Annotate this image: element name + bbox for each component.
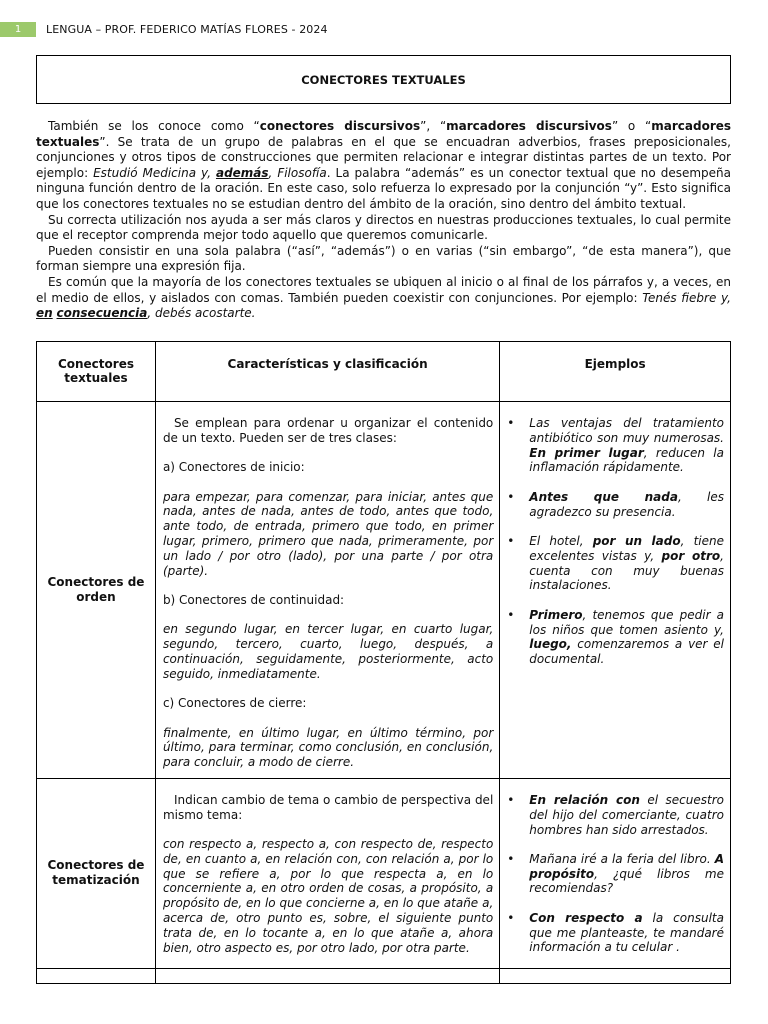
text-span: ”. Se trata de un grupo de palabras en el que se encuadran adverbios, frases preposicionales, conjunciones y otros tipos de construcciones que permiten relacionar e integrar distintas partes de un texto. Por ejemplo:	[36, 134, 731, 180]
text-span: la consulta que me planteaste, te mandaré información a tu celular .	[529, 910, 724, 955]
orden-a-label: a) Conectores de inicio:	[162, 460, 305, 475]
text-span: , tenemos que pedir a los niños que tomen asiento y,	[529, 607, 724, 637]
tema-intro: Indican cambio de tema o cambio de perspectiva del mismo tema:	[162, 792, 494, 822]
list-item	[505, 911, 724, 955]
table-header-row	[37, 342, 731, 402]
connector-bold: luego,	[529, 637, 572, 652]
connector-bold: En primer lugar	[529, 445, 644, 460]
characteristics-orden	[155, 402, 499, 779]
list-item	[505, 608, 724, 667]
page-header	[0, 22, 768, 37]
text-span: Las ventajas del tratamiento antibiótico son muy numerosas.	[529, 416, 724, 445]
text-span: el secuestro del hijo del comerciante, cuatro hombres han sido arrestados.	[529, 792, 724, 837]
text-span: . La palabra “además” es un conector textual que no desempeña ninguna función dentro de la oración. En este caso, solo refuerza lo expresado por la conjunción “y”. Esto significa que los conectores textuales no se estudian dentro del ámbito de la oración, sino dentro del ámbito textual.	[36, 165, 731, 211]
column-header-connectors: Conectores textuales	[37, 342, 156, 402]
text-span: ”, “	[420, 119, 447, 133]
connector-bold: por un lado	[592, 533, 681, 548]
connector-bold: En relación con	[529, 792, 640, 807]
bold-term: marcadores textuales	[36, 119, 732, 149]
examples-list	[505, 416, 724, 667]
text-span: , reducen la inflamación rápidamente.	[529, 445, 724, 475]
orden-b-list: en segundo lugar, en tercer lugar, en cuarto lugar, segundo, tercero, cuarto, luego, después, a continuación, seguidamente, posteriormente, acto seguido, inmediatamente.	[162, 622, 494, 681]
characteristics-tematizacion	[155, 778, 499, 968]
column-header-examples: Ejemplos	[500, 342, 731, 402]
example-connector: además	[215, 165, 269, 180]
header-text: LENGUA – PROF. FEDERICO MATÍAS FLORES - 2024	[46, 23, 328, 36]
row-label-tematizacion: Conectores de tematización	[37, 778, 156, 968]
example-text: , debés acostarte.	[147, 306, 256, 321]
example-connector: en	[36, 306, 53, 321]
connector-bold: A propósito	[529, 851, 724, 881]
table-row-tematizacion	[37, 778, 731, 968]
connector-bold: Antes que nada	[529, 489, 678, 504]
empty-cell	[500, 968, 731, 983]
table-row-orden	[37, 402, 731, 779]
connectors-table	[36, 341, 731, 984]
text-span: También se los conoce como “	[48, 119, 260, 133]
examples-tematizacion	[500, 778, 731, 968]
orden-c-list: finalmente, en último lugar, en último término, por último, para terminar, como conclusión, en conclusión, para concluir, a modo de cierre.	[162, 725, 494, 770]
connector-bold: por otro	[661, 548, 721, 563]
text-span: ” o “	[611, 119, 652, 133]
list-item	[505, 852, 724, 896]
text-span: , cuenta con muy buenas instalaciones.	[529, 548, 724, 593]
examples-list	[505, 793, 724, 955]
list-item	[505, 793, 724, 837]
examples-orden	[500, 402, 731, 779]
connector-bold: Primero	[529, 607, 583, 622]
orden-c-label: c) Conectores de cierre:	[162, 696, 307, 711]
intro-paragraph-1	[36, 119, 731, 213]
text-span: Mañana iré a la feria del libro.	[529, 851, 715, 866]
text-span: , les agradezco su presencia.	[529, 489, 724, 519]
example-text: Tenés fiebre y,	[642, 290, 731, 305]
empty-cell	[37, 968, 156, 983]
text-span: , tiene excelentes vistas y,	[529, 533, 724, 563]
row-label-orden: Conectores de orden	[37, 402, 156, 779]
text-span: Es común que la mayoría de los conectores textuales se ubiquen al inicio o al final de los párrafos y, a veces, en el medio de ellos, y aislados con comas. También pueden coexistir con conjunciones. Por ejemplo:	[36, 274, 731, 305]
intro-paragraph-4	[36, 275, 731, 322]
list-item	[505, 534, 724, 593]
text-span: , ¿qué libros me recomiendas?	[529, 866, 724, 896]
bold-term: marcadores discursivos	[446, 119, 612, 133]
example-text: , Filosofía	[268, 165, 327, 180]
intro-paragraph-3: Pueden consistir en una sola palabra (“así”, “además”) o en varias (“sin embargo”, “de esta manera”), que forman siempre una expresión fija.	[36, 243, 731, 274]
orden-a-list: para empezar, para comenzar, para iniciar, antes que nada, antes de nada, antes de todo, antes que todo, ante todo, de entrada, primero que todo, en primer lugar, primero, primero que nada, primeramente, por un lado / por otro (lado), por una parte / por otra (parte).	[162, 489, 494, 578]
example-text: Estudió Medicina y,	[93, 165, 216, 180]
page-number-badge: 1	[0, 22, 36, 37]
example-connector: consecuencia	[56, 306, 148, 321]
intro-paragraph-2: Su correcta utilización nos ayuda a ser más claros y directos en nuestras producciones textuales, lo cual permite que el receptor comprenda mejor todo aquello que queremos comunicarle.	[36, 212, 731, 243]
bold-term: conectores discursivos	[259, 119, 421, 133]
orden-b-label: b) Conectores de continuidad:	[162, 592, 345, 607]
intro-text	[36, 119, 731, 322]
text-span: comenzaremos a ver el documental.	[529, 637, 724, 667]
table-row-empty	[37, 968, 731, 983]
orden-intro: Se emplean para ordenar u organizar el contenido de un texto. Pueden ser de tres clases:	[162, 416, 494, 445]
document-title: CONECTORES TEXTUALES	[301, 72, 466, 87]
list-item	[505, 490, 724, 520]
empty-cell	[155, 968, 499, 983]
title-box	[36, 55, 731, 104]
column-header-characteristics: Características y clasificación	[155, 342, 499, 402]
text-span: El hotel,	[529, 533, 593, 548]
connector-bold: Con respecto a	[529, 910, 643, 925]
list-item	[505, 416, 724, 475]
tema-list: con respecto a, respecto a, con respecto de, respecto de, en cuanto a, en relación con, con relación a, por lo que se refiere a, por lo que respecta a, en lo concerniente a, en otro orden de cosas, a propósito, a propósito de, en lo que concierne a, en lo que atañe a, acerca de, otro punto es, sobre, el siguiente punto trata de, en lo tocante a, en lo que atañe a, ahora bien, otro aspecto es, por otro lado, por otra parte.	[162, 837, 494, 955]
